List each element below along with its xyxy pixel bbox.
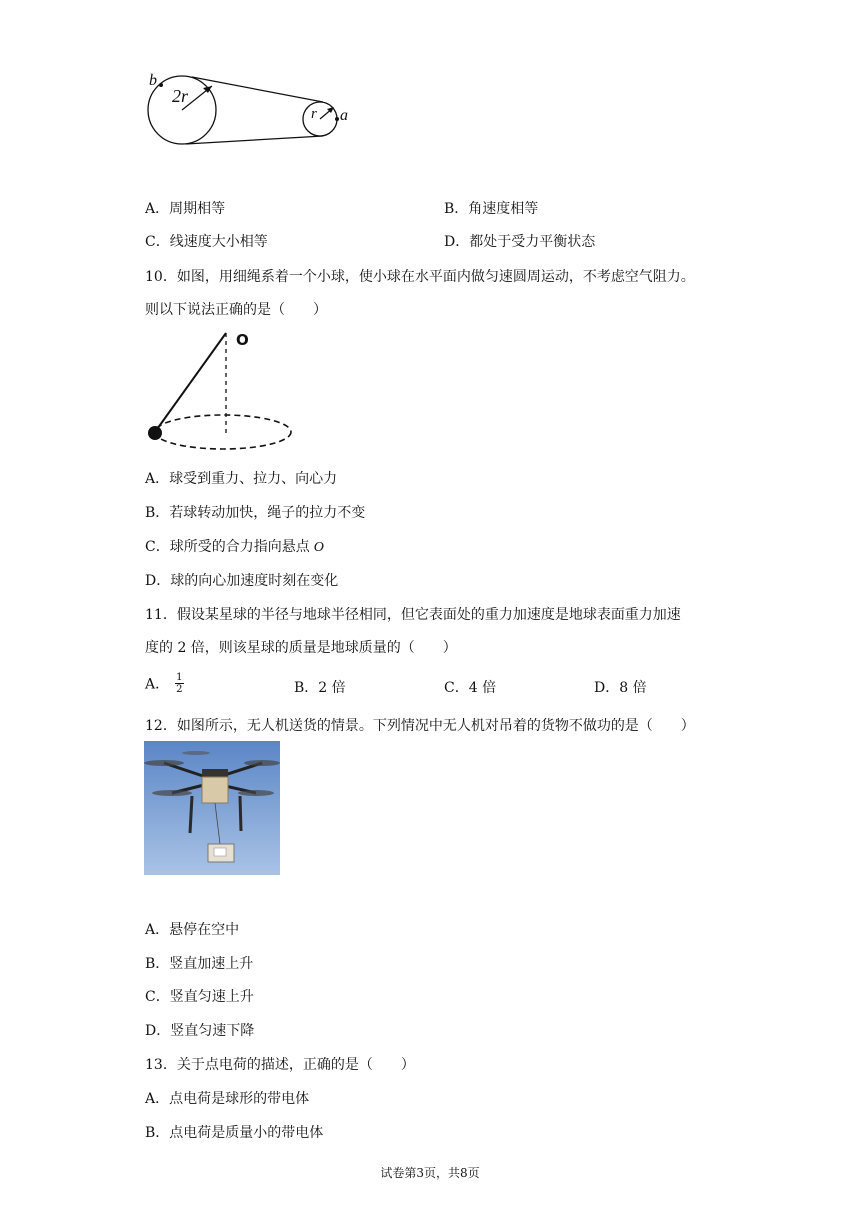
- q11-stem-line1: 11．假设某星球的半径与地球半径相同，但它表面处的重力加速度是地球表面重力加速: [145, 607, 681, 623]
- q10-option-c-point: O: [313, 540, 324, 555]
- label-a: a: [340, 107, 348, 124]
- belt-top: [192, 77, 323, 102]
- q10-option-a: A．球受到重力、拉力、向心力: [145, 471, 338, 487]
- q10-stem-line2: 则以下说法正确的是（ ）: [145, 302, 327, 318]
- q12-option-d: D．竖直匀速下降: [145, 1023, 255, 1039]
- page-footer: 试卷第3页，共8页: [380, 1166, 480, 1180]
- conical-pendulum-figure: [140, 325, 300, 450]
- q11-fraction: [175, 672, 183, 695]
- label-b: b: [149, 72, 157, 89]
- q10-option-c-text: C．球所受的合力指向悬点: [145, 539, 310, 555]
- q12-option-a: A．悬停在空中: [145, 922, 240, 938]
- q13-option-a: A．点电荷是球形的带电体: [145, 1091, 310, 1107]
- pulley-belt-figure: [140, 68, 360, 153]
- belt-bottom: [186, 136, 323, 144]
- q11-option-a-prefix: A．: [145, 676, 170, 693]
- fraction-numerator: 1: [176, 672, 183, 683]
- q9-option-d: D．都处于受力平衡状态: [444, 234, 596, 250]
- label-2r: 2r: [172, 86, 189, 106]
- fraction-denominator: 2: [176, 684, 183, 695]
- q13-stem-line1: 13．关于点电荷的描述，正确的是（ ）: [145, 1057, 415, 1073]
- q9-option-a: A．周期相等: [145, 201, 226, 217]
- q11-option-a: [145, 672, 184, 695]
- q12-option-c: C．竖直匀速上升: [145, 989, 254, 1005]
- q9-option-b: B．角速度相等: [444, 201, 539, 217]
- q12-stem-line1: 12．如图所示，无人机送货的情景。下列情况中无人机对吊着的货物不做功的是（ ）: [145, 718, 695, 734]
- q10-option-d: D．球的向心加速度时刻在变化: [145, 573, 339, 589]
- point-b: [159, 83, 163, 87]
- point-a: [335, 117, 339, 121]
- q13-option-b: B．点电荷是质量小的带电体: [145, 1125, 324, 1141]
- q10-option-c: [145, 536, 324, 556]
- label-r: r: [311, 106, 317, 122]
- q11-option-b: B．2 倍: [294, 680, 346, 696]
- q11-stem-line2: 度的 2 倍，则该星球的质量是地球质量的（ ）: [145, 640, 457, 656]
- label-o: O: [236, 331, 249, 349]
- q11-option-c: C．4 倍: [444, 680, 497, 696]
- q11-option-d: D．8 倍: [594, 680, 647, 696]
- circular-path: [155, 415, 291, 449]
- ball: [148, 426, 162, 440]
- q10-stem-line1: 10．如图，用细绳系着一个小球，使小球在水平面内做匀速圆周运动，不考虑空气阻力。: [145, 269, 695, 285]
- q12-option-b: B．竖直加速上升: [145, 956, 254, 972]
- q9-option-c: C．线速度大小相等: [145, 234, 268, 250]
- drone-delivery-photo: [144, 741, 280, 875]
- q10-option-b: B．若球转动加快，绳子的拉力不变: [145, 505, 366, 521]
